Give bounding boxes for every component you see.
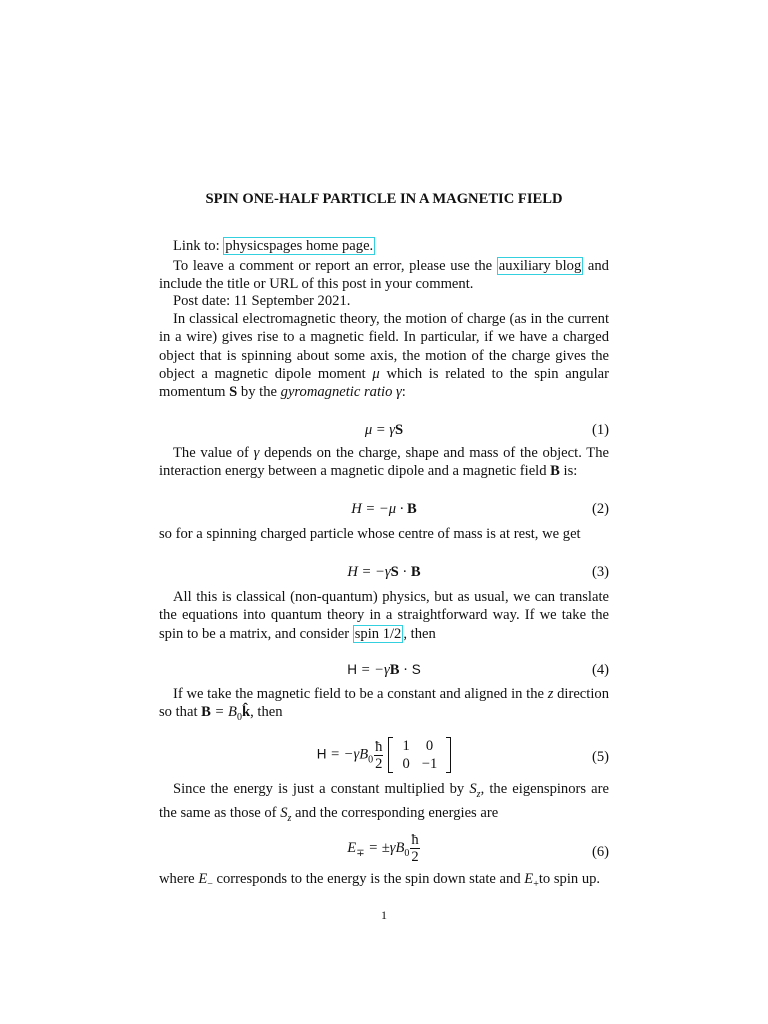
equation-number: (3)	[591, 564, 609, 580]
gamma-symbol: γ	[392, 384, 402, 401]
p5-text-c: , then	[250, 704, 283, 721]
eq5-mid: = −γB	[326, 746, 369, 763]
hamiltonian-operator: H	[347, 662, 358, 677]
subscript-zero: 0	[368, 754, 374, 766]
page-number: 1	[381, 908, 387, 922]
s-symbol: S	[469, 781, 477, 797]
eq3-lhs: H = −γ	[347, 564, 391, 580]
p4-text-a: All this is classical (non-quantum) physics, but as usual, we can translate the equations into quantum theory in a straightforward way. If we take the spin to be a matrix, and consider	[159, 589, 609, 642]
paragraph-7	[159, 870, 609, 894]
eq4-mid: = −γ	[357, 662, 390, 678]
eq4-dot: ·	[399, 662, 412, 678]
p5-equals: = B	[210, 704, 237, 721]
p5-text-a: If we take the magnetic field to be a constant and aligned in the	[173, 686, 548, 702]
eq3-dot: ·	[398, 564, 411, 580]
energy-symbol: E	[198, 871, 208, 887]
p2-text-b: depends on the charge, shape and mass of the object. The interaction energy between a magnetic dipole and a magnetic field	[159, 445, 609, 480]
link-prefix: Link to:	[173, 238, 224, 254]
p2-text-c: is:	[559, 463, 578, 480]
energy-symbol: E	[347, 839, 357, 856]
z-symbol: z	[547, 686, 554, 702]
p4-text-b: , then	[403, 625, 436, 642]
subscript-zero: 0	[404, 847, 410, 859]
magnetic-field-symbol: B	[201, 704, 211, 721]
hamiltonian-operator: H	[316, 746, 327, 762]
p6-text-b: , the eigenspinors are the same as those of	[159, 781, 610, 822]
p5-text-b: direction so that	[159, 686, 609, 721]
eq2-field: B	[407, 501, 417, 517]
p7-text-c: to spin up.	[538, 871, 601, 887]
matrix-cell: 0	[425, 738, 434, 754]
minus-plus-subscript: ∓	[356, 847, 365, 859]
eq6-mid: = ±γB	[364, 839, 405, 856]
paragraph-6	[159, 780, 609, 828]
equation-number: (2)	[591, 501, 609, 517]
link-line	[159, 237, 609, 255]
home-page-link[interactable]: physicspages home page.	[225, 238, 374, 254]
equation-number: (1)	[591, 422, 609, 438]
hbar-over-2	[410, 832, 419, 865]
equation-5	[159, 737, 609, 777]
p1-text-c: by the	[237, 384, 281, 401]
eq3-field: B	[410, 564, 421, 580]
matrix-cell: 1	[402, 738, 410, 754]
spin-vector-symbol: S	[229, 384, 238, 401]
paragraph-1	[159, 310, 609, 401]
mu-symbol: μ	[372, 365, 380, 382]
subscript-zero: 0	[236, 712, 242, 724]
energy-symbol: E	[524, 871, 534, 887]
matrix-cell: 0	[402, 756, 410, 772]
eq3-spin: S	[390, 564, 399, 580]
paragraph-5	[159, 685, 609, 728]
numerator: ħ	[375, 738, 383, 755]
equation-number: (4)	[591, 662, 609, 678]
comment-prefix: To leave a comment or report an error, please use the	[173, 258, 497, 274]
numerator: ħ	[411, 832, 419, 848]
page-title: SPIN ONE-HALF PARTICLE IN A MAGNETIC FIELD	[205, 191, 563, 207]
spin-operator: S	[411, 662, 421, 677]
unit-vector-k: k̂	[241, 704, 251, 721]
paragraph-3: so for a spinning charged particle whose centre of mass is at rest, we get	[159, 526, 581, 542]
p1-text-b: which is related to the spin angular momentum	[159, 365, 610, 401]
eq4-field: B	[389, 662, 400, 678]
paragraph-2	[159, 444, 609, 481]
spin-half-link[interactable]: spin 1/2	[354, 625, 402, 642]
magnetic-field-symbol: B	[550, 463, 560, 480]
comment-paragraph	[159, 257, 609, 294]
s-symbol: S	[280, 805, 288, 822]
p1-text-d: :	[401, 384, 406, 401]
eq1-lhs: μ = γ	[364, 422, 396, 438]
pauli-z-matrix	[388, 737, 451, 773]
p1-text-a: In classical electromagnetic theory, the motion of charge (as in the current in a wire) gives rise to a magnetic field. In particular, if we have a charged object that is spinning about some axis, the motion of the charge gives the object a magnetic dipole moment	[159, 311, 609, 382]
denominator: 2	[411, 849, 419, 865]
matrix-cell: −1	[421, 756, 438, 772]
eq2-lhs: H = −μ ·	[351, 501, 408, 517]
equation-number: (5)	[591, 749, 609, 765]
equation-number: (6)	[591, 844, 609, 860]
p2-text-a: The value of	[173, 445, 254, 461]
plus-subscript: +	[533, 878, 539, 890]
p7-text-a: where	[159, 871, 199, 887]
p7-text-b: corresponds to the energy is the spin down state and	[212, 871, 525, 887]
auxiliary-blog-link[interactable]: auxiliary blog	[498, 258, 582, 274]
denominator: 2	[375, 755, 383, 772]
p6-text-c: and the corresponding energies are	[291, 805, 499, 822]
p6-text-a: Since the energy is just a constant multiplied by	[173, 781, 470, 797]
hbar-over-2	[374, 739, 383, 772]
z-subscript: z	[287, 813, 292, 825]
equation-6	[159, 832, 609, 872]
gyromagnetic-ratio-term: gyromagnetic ratio	[280, 384, 393, 401]
minus-subscript: −	[207, 878, 213, 890]
z-subscript: z	[476, 788, 481, 800]
paragraph-4	[159, 588, 609, 643]
eq1-spin: S	[395, 422, 404, 438]
gamma-symbol: γ	[253, 445, 260, 461]
comment-suffix: and include the title or URL of this post in your comment.	[159, 258, 609, 293]
post-date: Post date: 11 September 2021.	[173, 293, 351, 309]
